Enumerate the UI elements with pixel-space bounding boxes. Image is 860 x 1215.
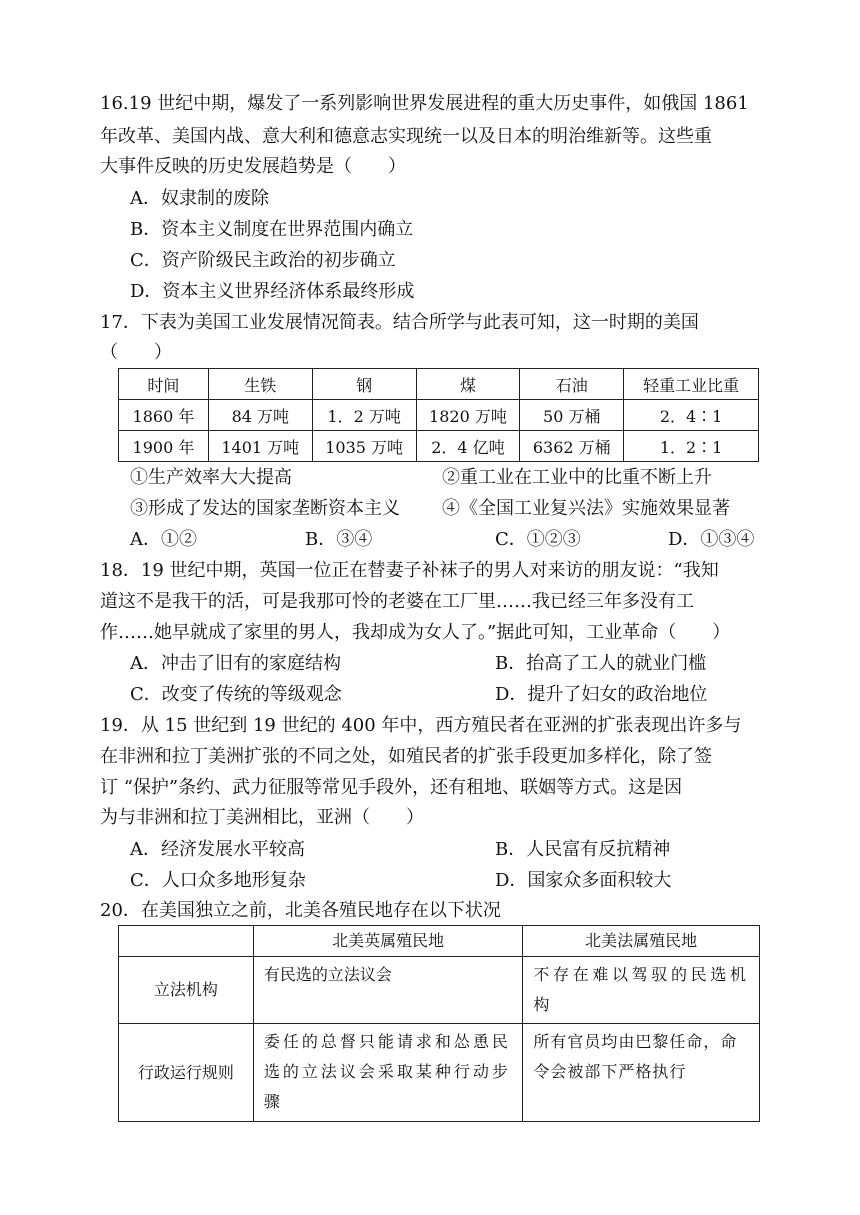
table-cell: 2．4 亿吨	[416, 431, 520, 462]
table-cell: 1．2 万吨	[312, 400, 416, 431]
us-industry-table	[118, 368, 759, 462]
q19-option-d[interactable]: D．国家众多面积较大	[495, 870, 672, 891]
q20-line-1: 20．在美国独立之前，北美各殖民地存在以下状况	[100, 900, 501, 921]
q17-option-b[interactable]: B．③④	[305, 529, 373, 550]
q17-statement-3: ③形成了发达的国家垄断资本主义	[130, 498, 400, 519]
table-cell: 1．2∶1	[624, 431, 759, 462]
q17-line-2: （ ）	[100, 342, 172, 363]
q16-option-d[interactable]: D．资本主义世界经济体系最终形成	[130, 281, 415, 302]
table-header-cell: 石油	[520, 369, 624, 400]
q16-option-a[interactable]: A．奴隶制的废除	[130, 188, 269, 209]
q18-line-2: 道这不是我干的活，可是我那可怜的老婆在工厂里……我已经三年多没有工	[100, 591, 694, 612]
table-header-cell	[119, 926, 254, 957]
q18-option-a[interactable]: A．冲击了旧有的家庭结构	[130, 653, 341, 674]
table-cell: 委任的总督只能请求和怂恿民选的立法议会采取某种行动步骤	[253, 1024, 523, 1122]
q16-line-2: 年改革、美国内战、意大利和德意志实现统一以及日本的明治维新等。这些重	[100, 126, 712, 147]
table-cell: 行政运行规则	[119, 1024, 254, 1122]
q17-option-c[interactable]: C．①②③	[495, 529, 581, 550]
q18-option-d[interactable]: D．提升了妇女的政治地位	[495, 684, 708, 705]
table-header-cell: 煤	[416, 369, 520, 400]
q16-line-3: 大事件反映的历史发展趋势是（ ）	[100, 156, 406, 177]
q19-option-a[interactable]: A．经济发展水平较高	[130, 839, 305, 860]
table-header-cell: 钢	[312, 369, 416, 400]
table-cell: 1401 万吨	[208, 431, 312, 462]
table-cell: 不存在难以驾驭的民选机构	[523, 957, 760, 1024]
table-cell: 84 万吨	[208, 400, 312, 431]
table-row	[119, 1024, 760, 1122]
q19-line-3: 订 “保护”条约、武力征服等常见手段外，还有租地、联姻等方式。这是因	[100, 777, 683, 798]
table-cell: 有民选的立法议会	[253, 957, 523, 1024]
q17-statement-4: ④《全国工业复兴法》实施效果显著	[442, 498, 730, 519]
table-cell: 所有官员均由巴黎任命，命令会被部下严格执行	[523, 1024, 760, 1122]
table-cell: 1900 年	[119, 431, 209, 462]
q16-line-1: 16.19 世纪中期，爆发了一系列影响世界发展进程的重大历史事件，如俄国 1861	[100, 93, 749, 114]
table-header-cell: 北美法属殖民地	[523, 926, 760, 957]
table-header-row	[119, 926, 760, 957]
q19-option-b[interactable]: B．人民富有反抗精神	[495, 839, 671, 860]
q19-line-2: 在非洲和拉丁美洲扩张的不同之处，如殖民者的扩张手段更加多样化，除了签	[100, 746, 712, 767]
table-cell: 50 万桶	[520, 400, 624, 431]
table-header-cell: 轻重工业比重	[624, 369, 759, 400]
q17-option-d[interactable]: D．①③④	[668, 529, 755, 550]
q18-line-3: 作……她早就成了家里的男人，我却成为女人了。”据此可知，工业革命（ ）	[100, 622, 731, 643]
table-header-cell: 生铁	[208, 369, 312, 400]
table-cell: 6362 万桶	[520, 431, 624, 462]
table-cell: 2．4∶1	[624, 400, 759, 431]
table-header-cell: 北美英属殖民地	[253, 926, 523, 957]
q19-line-4: 为与非洲和拉丁美洲相比，亚洲（ ）	[100, 807, 424, 828]
table-cell: 1035 万吨	[312, 431, 416, 462]
q17-statement-1: ①生产效率大大提高	[130, 467, 292, 488]
q18-option-c[interactable]: C．改变了传统的等级观念	[130, 684, 342, 705]
table-row	[119, 957, 760, 1024]
q17-option-a[interactable]: A．①②	[130, 529, 197, 550]
q18-line-1: 18．19 世纪中期，英国一位正在替妻子补袜子的男人对来访的朋友说：“我知	[100, 560, 719, 581]
table-cell: 1860 年	[119, 400, 209, 431]
q19-option-c[interactable]: C．人口众多地形复杂	[130, 870, 306, 891]
q16-option-b[interactable]: B．资本主义制度在世界范围内确立	[130, 219, 414, 240]
colony-comparison-table	[118, 925, 760, 1122]
q17-statement-2: ②重工业在工业中的比重不断上升	[442, 467, 712, 488]
q16-option-c[interactable]: C．资产阶级民主政治的初步确立	[130, 250, 396, 271]
q18-option-b[interactable]: B．抬高了工人的就业门槛	[495, 653, 707, 674]
table-row	[119, 431, 759, 462]
table-row	[119, 400, 759, 431]
q19-line-1: 19．从 15 世纪到 19 世纪的 400 年中，西方殖民者在亚洲的扩张表现出许多与	[100, 715, 742, 736]
table-header-cell: 时间	[119, 369, 209, 400]
table-cell: 1820 万吨	[416, 400, 520, 431]
table-header-row	[119, 369, 759, 400]
q17-line-1: 17．下表为美国工业发展情况简表。结合所学与此表可知，这一时期的美国	[100, 312, 699, 333]
table-cell: 立法机构	[119, 957, 254, 1024]
